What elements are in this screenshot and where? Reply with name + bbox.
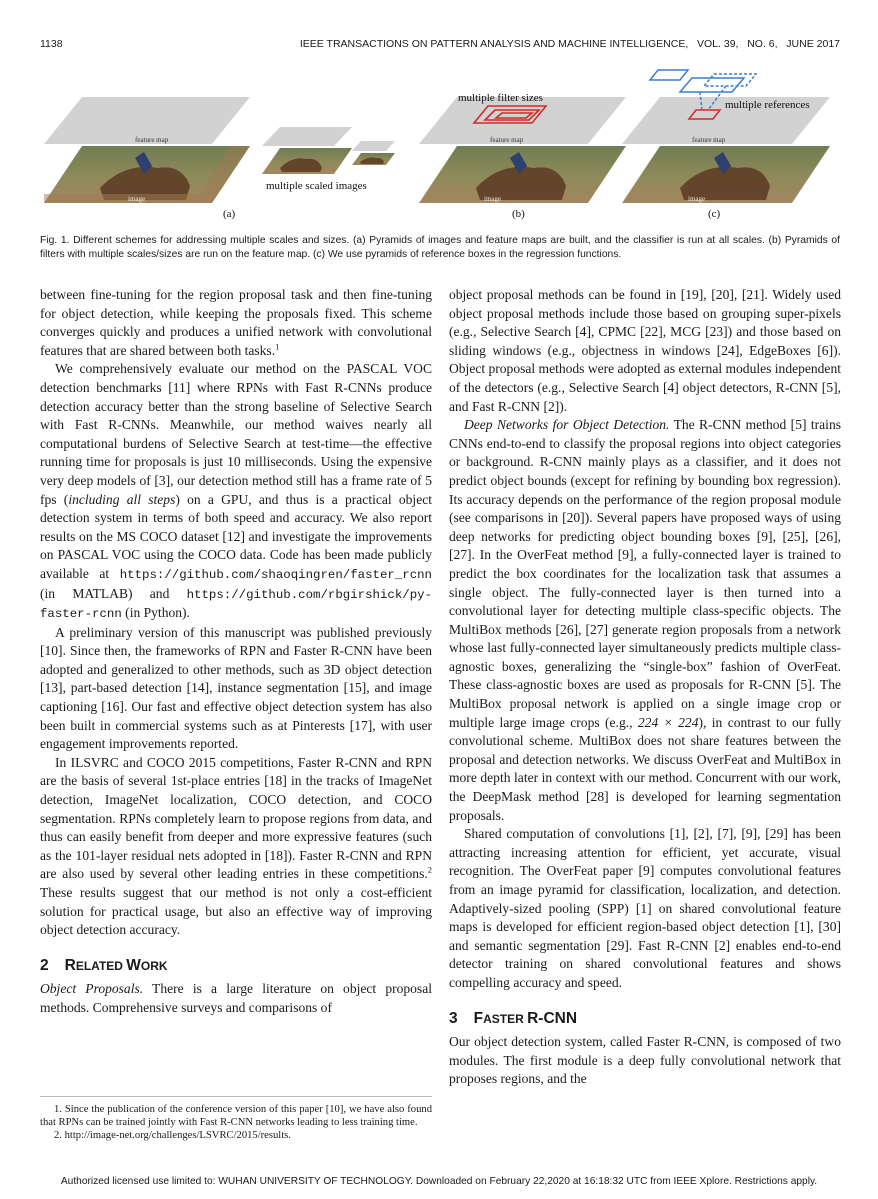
footnote: 2. http://image-net.org/challenges/LSVRC/2015/results.	[54, 1130, 291, 1142]
paragraph: Deep Networks for Object Detection. The R-CNN method [5] trains CNNs end-to-end to classify the proposal regions into object categories or background. R-CNN mainly plays as a classifier, and it does not predict object bounds (except for refining by bounding box regression). Its accuracy depends on the performance of the region proposal module (see comparisons in [20]). Several papers have proposed ways of using deep networks for predicting object bounding boxes [9], [25], [26], [27]. In the OverFeat method [9], a fully-connected layer is trained to predict the box coordinates for the localization task that assumes a single object. The fully-connected layer is then turned into a convolutional layer for detecting multiple class-specific objects. The MultiBox methods [26], [27] generate region proposals from a network whose last fully-connected layer simultaneously predicts multiple class-agnostic boxes, generalizing the “single-box” fashion of OverFeat. These class-agnostic boxes are used as proposals for R-CNN [5]. The MultiBox proposal network is applied on a single image crop or multiple large image crops (e.g., 224 × 224), in contrast to our fully convolutional scheme. MultiBox does not share features between the proposal and detection networks. We discuss OverFeat and MultiBox in more depth later in context with our method. Concurrent with our work, the DeepMask method [28] is developed for learning segmentation proposals.	[449, 417, 841, 823]
paragraph: object proposal methods can be found in [19], [20], [21]. Widely used object proposal methods include those based on grouping super-pixels (e.g., Selective Search [4], CPMC [22], MCG [23]) and those based on sliding windows (e.g., objectness in windows [24], EdgeBoxes [6]). Object proposal methods were adopted as external modules independent of the detectors (e.g., Selective Search [4] object detectors, R-CNN [5], and Fast R-CNN [2]).	[449, 287, 841, 414]
footnote-rule	[40, 1096, 432, 1097]
running-header: IEEE TRANSACTIONS ON PATTERN ANALYSIS AND MACHINE INTELLIGENCE, VOL. 39, NO. 6, JUNE 2017	[299, 38, 840, 50]
footnote-ref: 1	[275, 341, 280, 352]
figure-caption: Fig. 1. Different schemes for addressing multiple scales and sizes. (a) Pyramids of images and feature maps are built, and the classifier is run at all scales. (b) Pyramids of filters with multiple scales/sizes are run on the feature map. (c) We use pyramids of reference boxes in the regression functions.	[40, 235, 840, 260]
filter-sizes-annotation: multiple filter sizes	[458, 92, 543, 104]
image-small	[352, 153, 395, 165]
paragraph: In ILSVRC and COCO 2015 competitions, Faster R-CNN and RPN are the basis of several 1st-place entries [18] in the tracks of ImageNet detection, ImageNet localization, COCO detection, and COCO segmentation. RPNs completely learn to propose regions from data, and thus can easily benefit from deeper and more expressive features (such as the 101-layer residual nets adopted in [18]). Faster R-CNN and RPN are also used by several other leading entries in these competitions.$^2$ These results suggest that our method is not only a cost-efficient solution for practical usage, but also an effective way of improving object detection accuracy.	[40, 754, 432, 938]
paragraph: Our object detection system, called Faster R-CNN, is composed of two modules. The first module is a deep fully convolutional network that proposes regions, and the	[449, 1034, 841, 1087]
paragraph: Object Proposals. There is a large literature on object proposal methods. Comprehensive surveys and comparisons of	[40, 981, 432, 1015]
scaled-images-annotation: multiple scaled images	[266, 180, 367, 192]
section-heading: 3 FASTER R-CNN	[449, 1009, 578, 1027]
references-annotation: multiple references	[725, 99, 810, 111]
panel-b-label: (b)	[512, 208, 525, 220]
paragraph: Shared computation of convolutions [1], [2], [7], [9], [29] has been attracting increasing attention for efficient, yet accurate, visual recognition. The OverFeat paper [9] computes convolutional features from an image pyramid for classification, localization, and detection. Adaptively-sized pooling (SPP) [1] on shared convolutional feature maps is developed for efficient region-based object detection [1], [30] and semantic segmentation [29]. Fast R-CNN [2] enables end-to-end detector training on shared convolutional features and shows compelling accuracy and speed.	[449, 826, 841, 990]
section-heading: 2 RELATED WORK	[40, 956, 168, 974]
footnote-ref: 2	[427, 864, 432, 875]
feature-map-plane-small	[352, 141, 395, 151]
paragraph: between fine-tuning for the region proposal task and then fine-tuning for object detection, while keeping the proposals fixed. This scheme converges quickly and produces a unified network with convolutional features that are shared between both tasks.$^1$	[40, 287, 432, 358]
code-url: https://github.com/shaoqingren/faster_rcnn	[119, 567, 432, 582]
image-label: image	[128, 195, 146, 203]
feature-map-label: feature map	[490, 136, 524, 144]
image-medium	[262, 148, 352, 174]
image	[622, 146, 830, 203]
footnote: 1. Since the publication of the conference version of this paper [10], we have also found that RPNs can be trained jointly with Fast R-CNN networks leading to less training time.	[40, 1104, 432, 1129]
left-column	[40, 286, 432, 1018]
image	[419, 146, 626, 203]
panel-a	[44, 97, 395, 220]
feature-map-label: feature map	[135, 136, 169, 144]
paragraph: We comprehensively evaluate our method on the PASCAL VOC detection benchmarks [11] where RPNs with Fast R-CNNs produce detection accuracy better than the strong baseline of Selective Search with Fast R-CNNs. Meanwhile, our method waives nearly all computational burdens of Selective Search at test-time—the effective running time for proposals is just 10 milliseconds. Using the expensive very deep models of [3], our detection method still has a frame rate of 5 fps (including all steps) on a GPU, and thus is a practical object detection system in terms of both speed and accuracy. We also report results on the MS COCO dataset [12] and investigate the improvements on PASCAL VOC using the COCO data. Code has been made publicly available at https://github.com/shaoqingren/faster_rcnn (in MATLAB) and https://github.com/rbgirshick/py-faster-rcnn (in Python).	[40, 361, 432, 622]
panel-a-label: (a)	[223, 208, 236, 220]
panel-c-label: (c)	[708, 208, 721, 220]
footnotes	[40, 1103, 432, 1143]
image-label: image	[484, 195, 502, 203]
image-large	[44, 146, 250, 203]
paragraph: A preliminary version of this manuscript was published previously [10]. Since then, the frameworks of RPN and Faster R-CNN have been adopted and generalized to other methods, such as 3D object detection [13], part-based detection [14], instance segmentation [15], and image captioning [16]. Our fast and effective object detection system has also been built in commercial systems such as at Pinterests [17], with user engagement improvements reported.	[40, 624, 432, 752]
feature-map-plane-mid	[262, 127, 352, 146]
authorization-notice: Authorized licensed use limited to: WUHAN UNIVERSITY OF TECHNOLOGY. Downloaded on February 22,2020 at 16:18:32 UTC from IEEE Xplore. Restrictions apply.	[60, 1176, 818, 1187]
page-number: 1138	[40, 38, 63, 50]
panel-c	[622, 70, 830, 220]
panel-b	[419, 92, 626, 220]
right-column	[449, 286, 841, 1089]
figure-1	[40, 66, 838, 226]
feature-map-label: feature map	[692, 136, 726, 144]
image-label: image	[688, 195, 706, 203]
code-url: https://github.com/rbgirshick/py-faster-rcnn	[40, 587, 432, 622]
